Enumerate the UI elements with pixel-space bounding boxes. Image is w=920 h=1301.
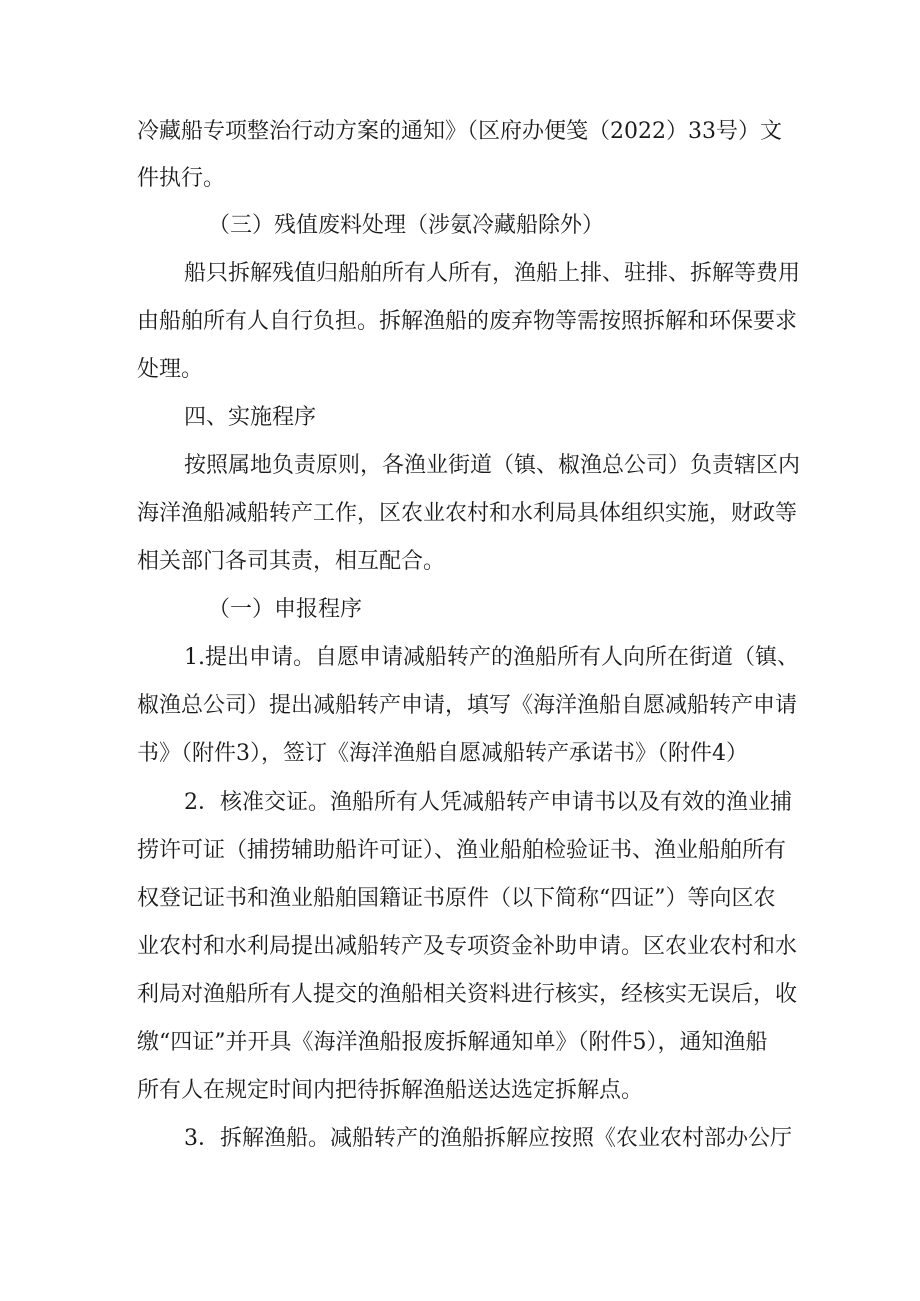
paragraph-line: 椒渔总公司）提出减船转产申请，填写《海洋渔船自愿减船转产申请: [137, 693, 798, 718]
section-heading: 四、实施程序: [184, 405, 317, 430]
paragraph-line: 缴“四证”并开具《海洋渔船报废拆解通知单》（附件5），通知渔船: [137, 1030, 768, 1055]
paragraph-line: 海洋渔船减船转产工作，区农业农村和水利局具体组织实施，财政等: [137, 501, 798, 526]
paragraph-line: 2．核准交证。渔船所有人凭减船转产申请书以及有效的渔业捕: [184, 790, 792, 815]
paragraph-line: 处理。: [137, 357, 204, 382]
paragraph-line: 业农村和水利局提出减船转产及专项资金补助申请。区农业农村和水: [137, 934, 798, 959]
paragraph-line: 3．拆解渔船。减船转产的渔船拆解应按照《农业农村部办公厅: [184, 1126, 792, 1151]
paragraph-line: 船只拆解残值归船舶所有人所有，渔船上排、驻排、拆解等费用: [184, 261, 801, 286]
paragraph-line: 书》（附件3），签订《海洋渔船自愿减船转产承诺书》（附件4）: [137, 741, 748, 766]
paragraph-line: 利局对渔船所有人提交的渔船相关资料进行核实，经核实无误后，收: [137, 982, 798, 1007]
paragraph-line: 件执行。: [137, 166, 226, 191]
paragraph-line: 1.提出申请。自愿申请减船转产的渔船所有人向所在街道（镇、: [184, 645, 799, 670]
paragraph-line: 冷藏船专项整治行动方案的通知》（区府办便笺（2022）33号）文: [137, 119, 782, 144]
paragraph-line: 由船舶所有人自行负担。拆解渔船的废弃物等需按照拆解和环保要求: [137, 309, 798, 334]
paragraph-line: 相关部门各司其责，相互配合。: [137, 549, 446, 574]
paragraph-line: 所有人在规定时间内把待拆解渔船送达选定拆解点。: [137, 1078, 644, 1103]
paragraph-line: 按照属地负责原则，各渔业街道（镇、椒渔总公司）负责辖区内: [184, 453, 801, 478]
paragraph-line: 权登记证书和渔业船舶国籍证书原件（以下简称“四证”）等向区农: [137, 886, 776, 911]
section-heading: （一）申报程序: [208, 597, 363, 622]
paragraph-line: 捞许可证（捕捞辅助船许可证）、渔业船舶检验证书、渔业船舶所有: [137, 838, 787, 863]
section-heading: （三）残值废料处理（涉氨冷藏船除外）: [208, 213, 605, 238]
